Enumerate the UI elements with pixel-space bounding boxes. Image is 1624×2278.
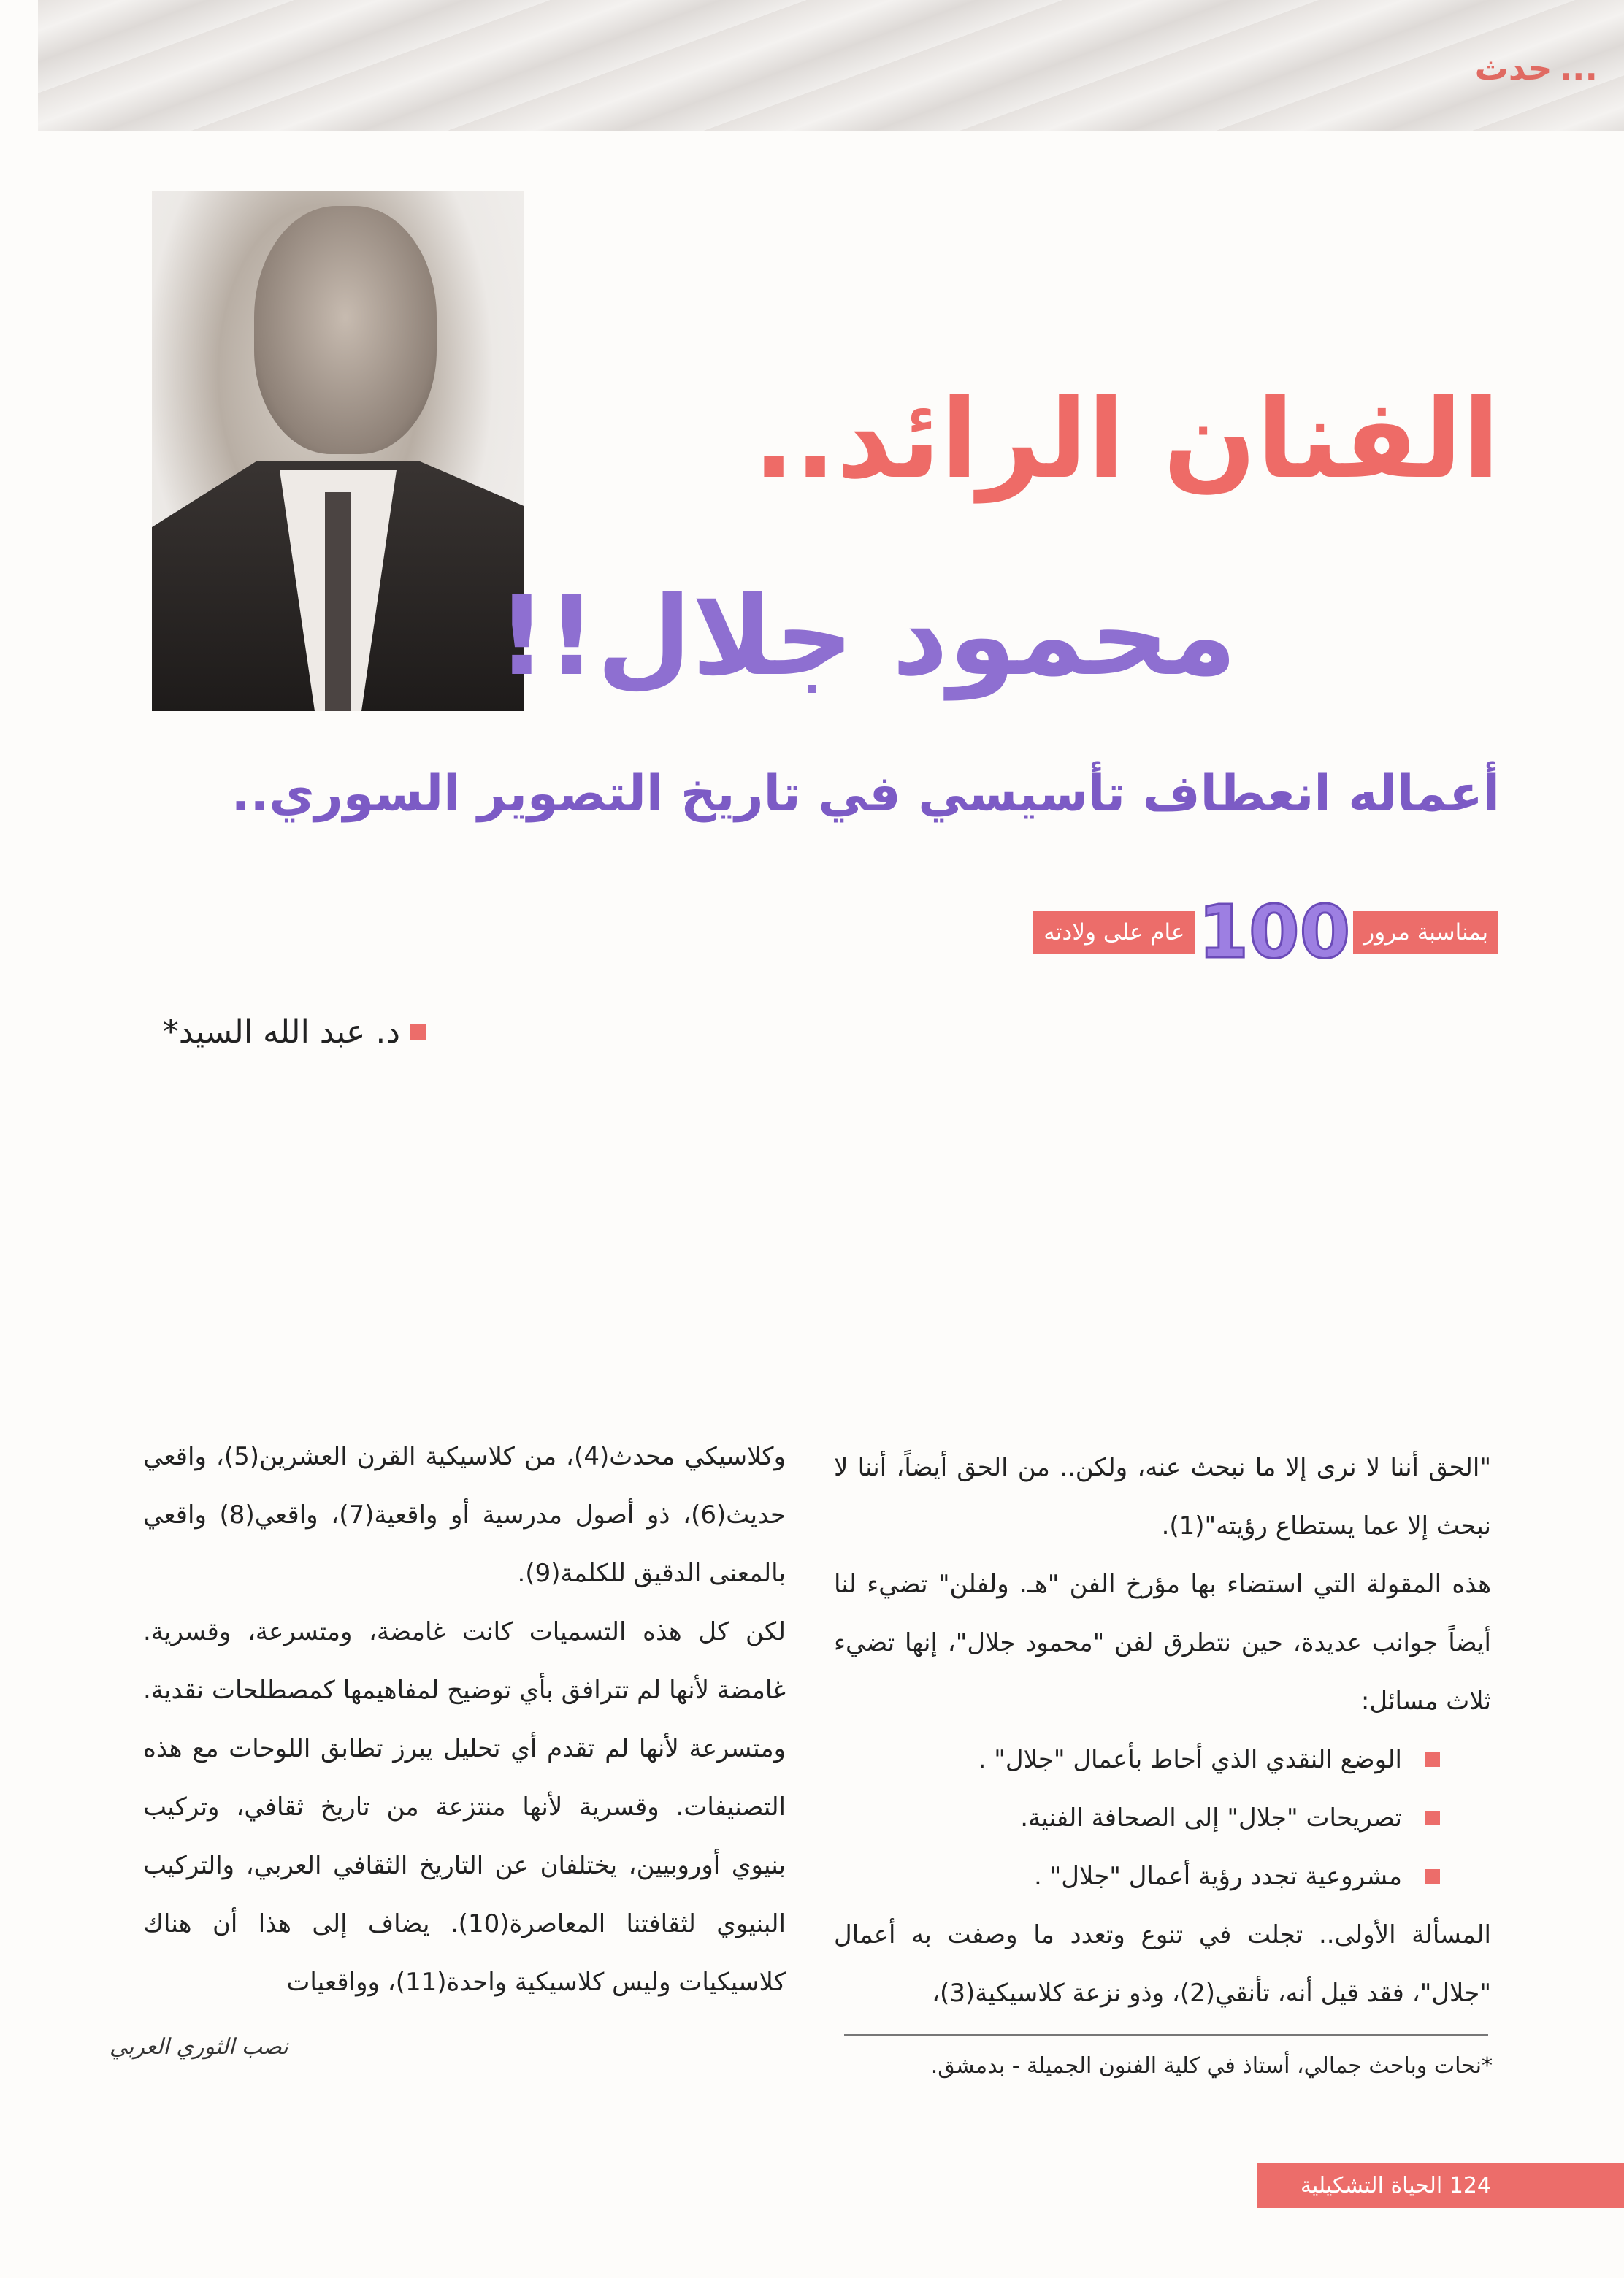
list-item-text: الوضع النقدي الذي أحاط بأعمال "جلال" .: [978, 1745, 1402, 1774]
page-footer-bar: [1257, 2163, 1624, 2208]
footnote-divider: [844, 2034, 1488, 2036]
paragraph: هذه المقولة التي استضاء بها مؤرخ الفن "هـ. ولفلن" تضيء لنا أيضاً جوانب عديدة، حين نتطرق لفن "محمود جلال"، إنها تضيء ثلاث مسائل:: [834, 1570, 1491, 1716]
portrait-head: [254, 206, 437, 454]
bullet-square: [1425, 1752, 1440, 1767]
occasion-banner: [1033, 889, 1498, 975]
article-column-left: [143, 1427, 786, 2012]
section-dots: ...: [1559, 48, 1598, 88]
article-column-right: [834, 1438, 1491, 2022]
bullet-square: [1425, 1811, 1440, 1825]
portrait-photo: [152, 191, 524, 711]
footnote: *نحات وباحث جمالي، أستاذ في كلية الفنون الجميلة - بدمشق.: [930, 2053, 1493, 2079]
bullet-square: [1425, 1869, 1440, 1884]
title-line-1: الفنان الرائد..: [753, 376, 1500, 503]
occasion-before: بمناسبة مرور: [1353, 911, 1498, 954]
author-byline: [163, 1013, 426, 1051]
subtitle: أعماله انعطاف تأسيسي في تاريخ التصوير السوري..: [231, 765, 1500, 823]
list-item: [834, 1789, 1440, 1847]
paragraph: وكلاسيكي محدث(4)، من كلاسيكية القرن العشرين(5)، واقعي حديث(6)، ذو أصول مدرسية أو واقعية(7)، واقعي(8) واقعي بالمعنى الدقيق للكلمة(9).: [143, 1442, 786, 1588]
section-label: [1475, 48, 1598, 88]
list-item: [834, 1730, 1440, 1789]
page-footer-text: 124 الحياة التشكيلية: [1300, 2172, 1491, 2198]
image-caption: نصب الثوري العربي: [110, 2034, 288, 2060]
paragraph: لكن كل هذه التسميات كانت غامضة، ومتسرعة، وقسرية. غامضة لأنها لم تترافق بأي توضيح لمفاهيمها كمصطلحات نقدية. ومتسرعة لأنها لم تقدم أي تحليل يبرز تطابق اللوحات مع هذه التصنيفات. وقسرية لأنها منتزعة من تاريخ ثقافي، وتركيب بنيوي أوروبيين، يختلفان عن التاريخ الثقافي العربي، والتركيب البنيوي لثقافتنا المعاصرة(10). يضاف إلى هذا أن هناك كلاسيكيات وليس كلاسيكية واحدة(11)، وواقعيات: [143, 1617, 786, 1997]
title-line-2: محمود جلال!!: [497, 573, 1237, 700]
paragraph: المسألة الأولى.. تجلت في تنوع وتعدد ما وصفت به أعمال "جلال"، فقد قيل أنه، تأنقي(2)، وذو نزعة كلاسيكية(3)،: [834, 1920, 1491, 2008]
list-item-text: تصريحات "جلال" إلى الصحافة الفنية.: [1020, 1803, 1402, 1833]
occasion-number: 100: [1198, 889, 1351, 975]
author-bullet-square: [410, 1024, 426, 1040]
occasion-after: عام على ولادته: [1033, 911, 1195, 954]
list-item-text: مشروعية تجدد رؤية أعمال "جلال" .: [1033, 1862, 1402, 1891]
author-name: د. عبد الله السيد*: [162, 1013, 400, 1051]
portrait-tie: [325, 492, 351, 711]
list-item: [834, 1847, 1440, 1906]
paragraph: "الحق أننا لا نرى إلا ما نبحث عنه، ولكن.. من الحق أيضاً، أننا لا نبحث إلا عما يستطاع رؤيته"(1).: [834, 1453, 1491, 1541]
section-name: حدث: [1474, 48, 1552, 88]
header-band: [38, 0, 1624, 131]
